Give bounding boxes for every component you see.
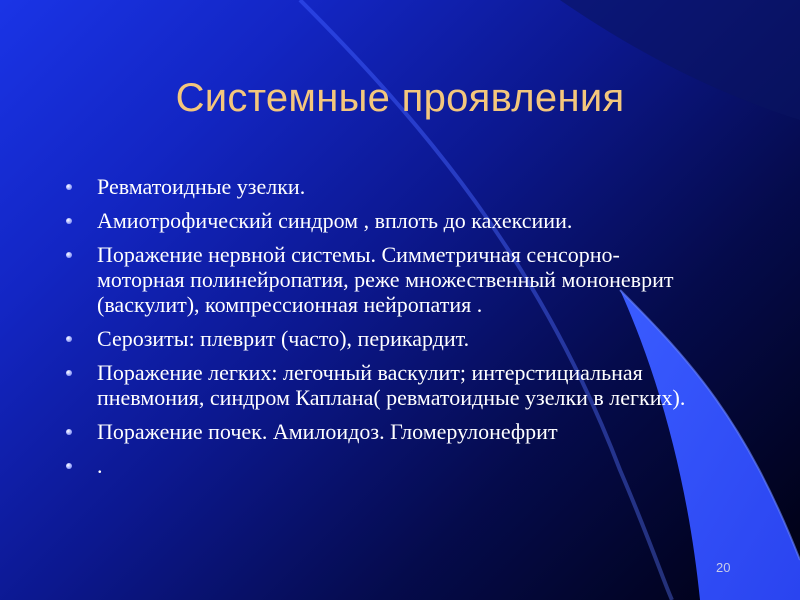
bullet-icon (66, 429, 72, 435)
list-item (62, 174, 702, 199)
list-item (62, 326, 702, 351)
bullet-icon (66, 370, 72, 376)
list-item (62, 242, 702, 317)
bullet-icon (66, 252, 72, 258)
bullet-text: Серозиты: плеврит (часто), перикардит. (97, 326, 470, 351)
list-item (62, 419, 702, 444)
bullet-text: . (97, 453, 103, 478)
bullet-icon (66, 184, 72, 190)
list-item (62, 453, 702, 478)
bullet-text: Поражение почек. Амилоидоз. Гломерулонефрит (97, 419, 558, 444)
list-item (62, 208, 702, 233)
bullet-text: Ревматоидные узелки. (97, 174, 306, 199)
bullet-text: Поражение легких: легочный васкулит; интерстициальная пневмония, синдром Каплана( ревматоидные узелки в легких). (97, 360, 686, 410)
bullet-list (62, 174, 702, 487)
bullet-text: Амиотрофический синдром , вплоть до кахексиии. (97, 208, 573, 233)
page-number: 20 (716, 560, 731, 575)
bullet-icon (66, 218, 72, 224)
bullet-text: Поражение нервной системы. Симметричная сенсорно-моторная полинейропатия, реже множественный мононеврит (васкулит), компрессионная нейропатия . (97, 242, 674, 317)
slide-title: Системные проявления (175, 76, 625, 120)
bullet-icon (66, 463, 72, 469)
bullet-icon (66, 336, 72, 342)
list-item (62, 360, 702, 410)
